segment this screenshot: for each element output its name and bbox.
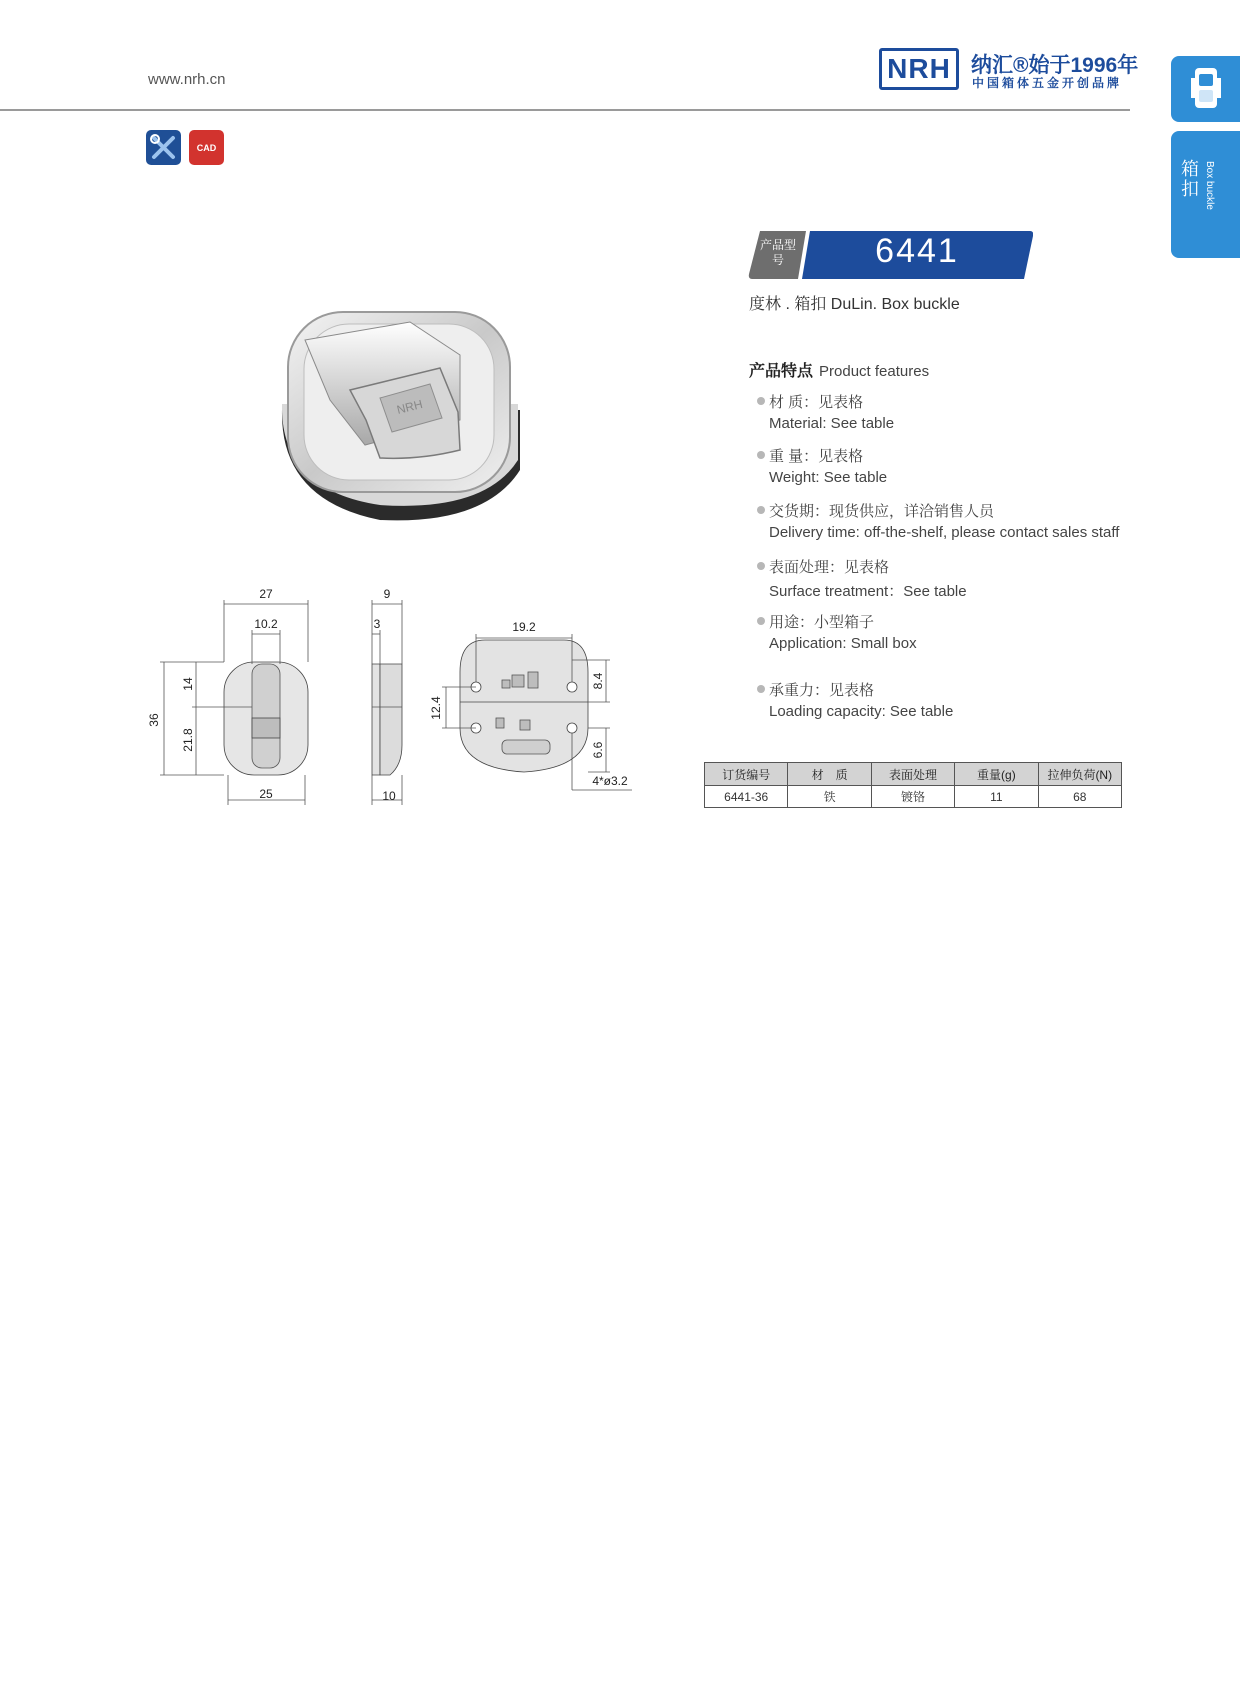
dim-base-hole-gap: 12.4 (429, 696, 443, 720)
dim-front-height: 36 (147, 713, 161, 727)
feature-en: Delivery time: off-the-shelf, please contact sales staff (769, 524, 1120, 541)
dim-side-top: 9 (383, 587, 391, 601)
feature-en: Surface treatment：See table (769, 583, 967, 600)
cell-surface: 镀铬 (871, 786, 954, 808)
bullet-icon (757, 562, 765, 570)
category-label-en: Box buckle (1204, 161, 1215, 210)
dim-front-lower: 21.8 (181, 728, 195, 752)
cad-download-icon[interactable]: CAD (189, 130, 224, 165)
feature-zh: 用途：小型箱子 (769, 614, 875, 631)
feature-zh: 交货期：现货供应，详洽销售人员 (769, 503, 995, 520)
dim-base-holes: 4*ø3.2 (592, 774, 628, 788)
dim-front-inner-width: 10.2 (254, 617, 278, 631)
table-header-row (705, 763, 1122, 786)
model-label: 产品型号 (759, 238, 796, 267)
dim-front-upper: 14 (181, 677, 195, 691)
table-row (705, 786, 1122, 808)
category-label-zh: 箱扣 (1181, 159, 1199, 199)
cell-weight: 11 (955, 786, 1038, 808)
header-divider (0, 109, 1130, 111)
dim-side-thickness: 3 (373, 617, 381, 631)
col-material: 材 质 (788, 763, 871, 786)
col-surface: 表面处理 (871, 763, 954, 786)
bullet-icon (757, 397, 765, 405)
bullet-icon (757, 451, 765, 459)
site-url[interactable]: www.nrh.cn (148, 71, 226, 88)
product-title: 度林 . 箱扣 DuLin. Box buckle (749, 296, 960, 313)
spec-table (704, 762, 1122, 808)
category-tab[interactable] (1171, 131, 1240, 258)
feature-en: Material: See table (769, 415, 895, 432)
dim-base-top-offset: 8.4 (591, 672, 605, 690)
wrench-pencil-icon (146, 130, 181, 165)
cell-material: 铁 (788, 786, 871, 808)
cell-order-no: 6441-36 (705, 786, 788, 808)
bullet-icon (757, 506, 765, 514)
feature-zh: 重 量：见表格 (769, 448, 864, 465)
dim-base-hole-span: 19.2 (512, 620, 536, 634)
features-heading (749, 358, 929, 381)
dim-side-bottom: 10 (382, 789, 396, 803)
model-number: 6441 (875, 232, 959, 270)
feature-en: Loading capacity: See table (769, 703, 954, 720)
technical-drawing (140, 580, 660, 820)
dim-base-bottom-offset: 6.6 (591, 741, 605, 759)
brand-slogan: 纳汇®始于1996年 (971, 54, 1139, 77)
brand-tagline: 中国箱体五金开创品牌 (972, 76, 1123, 90)
feature-en: Application: Small box (769, 635, 917, 652)
category-tab-icon[interactable] (1171, 56, 1240, 122)
col-order-no: 订货编号 (705, 763, 788, 786)
bullet-icon (757, 685, 765, 693)
feature-en: Weight: See table (769, 469, 888, 486)
dim-front-width-bottom: 25 (259, 787, 273, 801)
svg-text:NRH: NRH (395, 397, 424, 417)
dim-front-width-top: 27 (259, 587, 273, 601)
col-load: 拉伸负荷(N) (1038, 763, 1121, 786)
feature-zh: 材 质：见表格 (769, 394, 864, 411)
features-heading-en: Product features (819, 363, 930, 380)
features-heading-zh: 产品特点 (749, 363, 814, 380)
tools-icon[interactable] (146, 130, 181, 165)
product-photo (270, 300, 530, 530)
col-weight: 重量(g) (955, 763, 1038, 786)
feature-zh: 承重力：见表格 (769, 682, 875, 699)
bullet-icon (757, 617, 765, 625)
cell-load: 68 (1038, 786, 1121, 808)
feature-zh: 表面处理：见表格 (769, 559, 890, 576)
nrh-logo: NRH (879, 48, 959, 90)
box-buckle-icon (1171, 56, 1240, 122)
